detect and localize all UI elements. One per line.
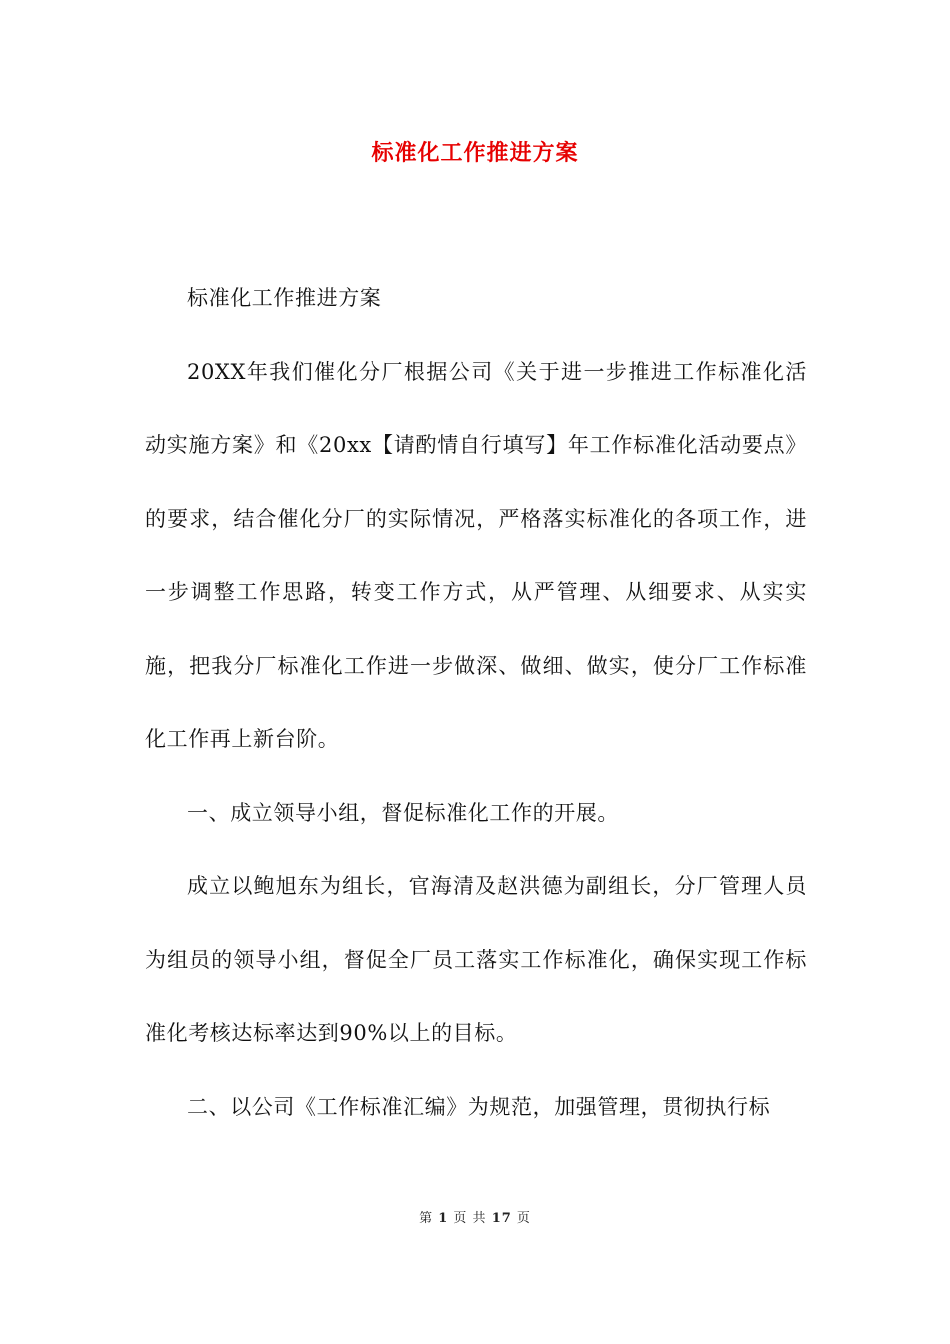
footer-current-page: 1	[438, 1211, 449, 1226]
footer-total-pages: 17	[491, 1211, 512, 1226]
footer-mid: 页 共	[453, 1211, 487, 1226]
paragraph-section-1-heading: 一、成立领导小组，督促标准化工作的开展。	[187, 800, 619, 825]
paragraph-section-1-body: 成立以鲍旭东为组长，官海清及赵洪德为副组长，分厂管理人员为组员的领导小组，督促全厂员工落实工作标准化，确保实现工作标准化考核达标率达到90%以上的目标。	[145, 874, 807, 1045]
footer-suffix: 页	[516, 1211, 531, 1226]
paragraph-subtitle: 标准化工作推进方案	[187, 286, 382, 310]
document-body	[145, 262, 807, 1144]
paragraph-section-2-heading: 二、以公司《工作标准汇编》为规范，加强管理，贯彻执行标	[187, 1094, 771, 1119]
page-footer	[0, 1207, 950, 1226]
footer-prefix: 第	[419, 1211, 434, 1226]
paragraph-intro: 20XX年我们催化分厂根据公司《关于进一步推进工作标准化活动实施方案》和《20xx【请酌情自行填写】年工作标准化活动要点》的要求，结合催化分厂的实际情况，严格落实标准化的各项工作，进一步调整工作思路，转变工作方式，从严管理、从细要求、从实实施，把我分厂标准化工作进一步做深、做细、做实，使分厂工作标准化工作再上新台阶。	[145, 359, 807, 751]
document-title: 标准化工作推进方案	[371, 140, 579, 166]
